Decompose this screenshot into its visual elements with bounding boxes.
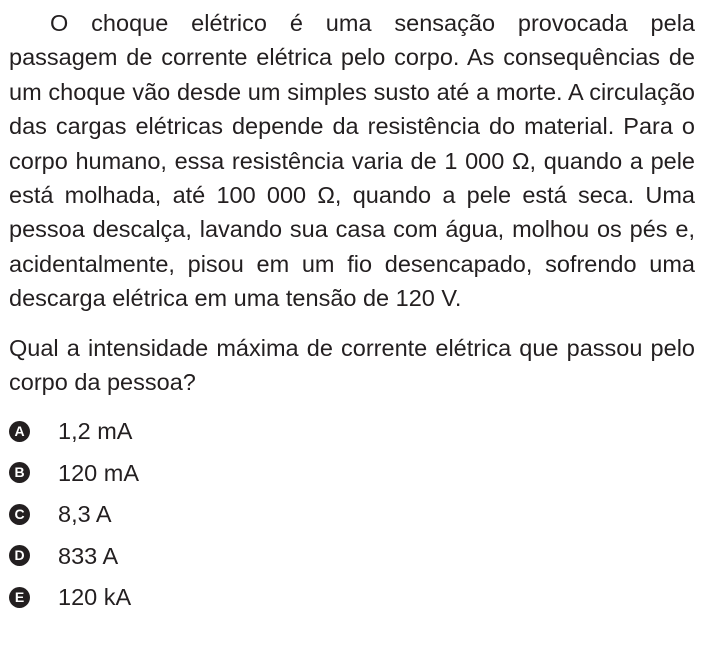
question-stem: O choque elétrico é uma sensação provocada pela passagem de corrente elétrica pelo corpo. As consequências de um choque vão desde um simples susto até a morte. A circulação das cargas elétricas depende da resistência do material. Para o corpo humano, essa resistência varia de 1 000 Ω, quando a pele está molhada, até 100 000 Ω, quando a pele está seca. Uma pessoa descalça, lavando sua casa com água, molhou os pés e, acidentalmente, pisou em um fio desencapado, sofrendo uma descarga elétrica em uma tensão de 120 V. <box>9 10 695 312</box>
question-block <box>9 6 695 618</box>
option-text: 8,3 A <box>58 501 112 528</box>
option-letter-badge: B <box>9 462 30 483</box>
option-letter-badge: C <box>9 504 30 525</box>
option-c[interactable] <box>9 493 695 535</box>
question-prompt: Qual a intensidade máxima de corrente elétrica que passou pelo corpo da pessoa? <box>9 334 695 396</box>
option-text: 1,2 mA <box>58 418 133 445</box>
option-letter-badge: A <box>9 421 30 442</box>
option-b[interactable] <box>9 452 695 494</box>
option-letter-badge: E <box>9 587 30 608</box>
option-letter-badge: D <box>9 545 30 566</box>
option-text: 120 mA <box>58 459 139 486</box>
answer-options <box>9 410 695 618</box>
option-d[interactable] <box>9 535 695 577</box>
option-e[interactable] <box>9 576 695 618</box>
option-text: 833 A <box>58 542 119 569</box>
option-a[interactable] <box>9 410 695 452</box>
option-text: 120 kA <box>58 584 132 611</box>
